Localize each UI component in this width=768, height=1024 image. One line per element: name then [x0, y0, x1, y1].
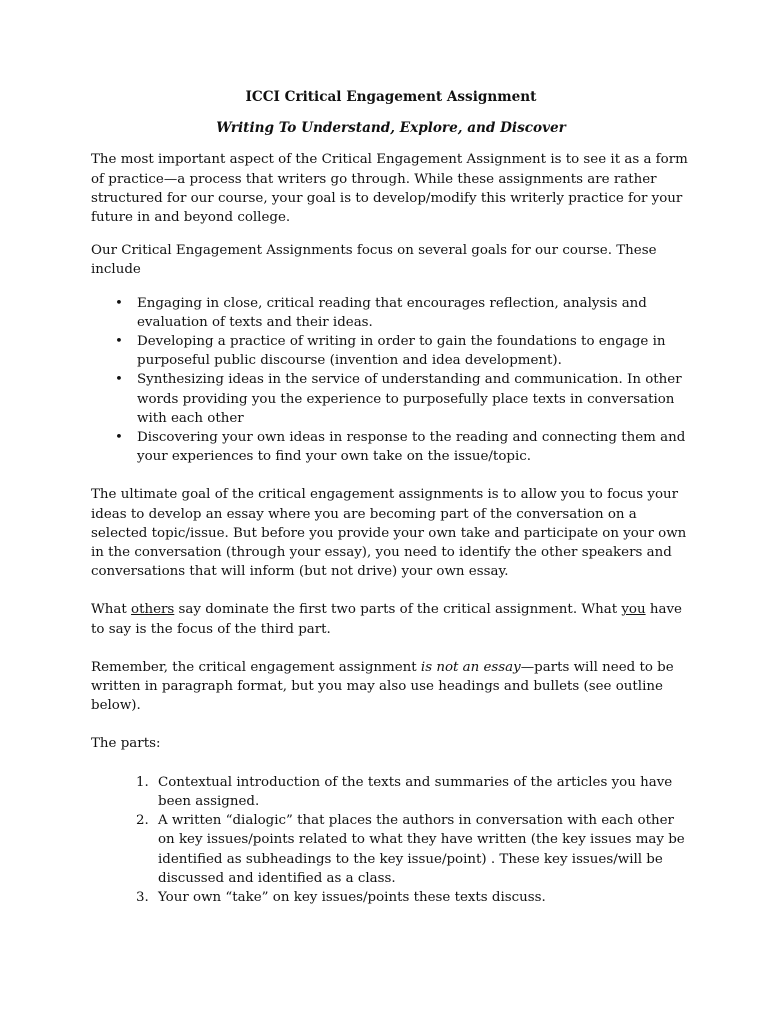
part-text: A written “dialogic” that places the authors in conversation with each other on key issues/points related to what they have written (the key issues may be identified as subheadings to the key issue/point) . These key issues/will be discussed and identified as a class. [158, 813, 685, 886]
remember-text-2: —parts will need to be written in paragraph format, but you may also use headings and bullets (see outline below). [91, 659, 674, 714]
you-underlined: you [621, 602, 646, 618]
remember-text-1: Remember, the critical engagement assignment [91, 659, 421, 675]
parts-heading: The parts: [91, 736, 161, 752]
part-number: 2. [136, 813, 149, 829]
bullet-icon: • [115, 430, 123, 446]
intro-paragraph: The most important aspect of the Critical Engagement Assignment is to see it as a form of practice—a process that writers go through. While these assignments are rather structured for our course, your goal is to develop/modify this writerly practice for your future in and beyond college. [91, 152, 688, 226]
goal-text: Synthesizing ideas in the service of understanding and communication. In other words providing you the experience to purposefully place texts in conversation with each other [137, 372, 682, 426]
bullet-icon: • [115, 295, 123, 311]
remember-italic: is not an essay [420, 659, 521, 675]
list-item [91, 888, 691, 907]
list-item [91, 811, 691, 888]
others-paragraph [91, 600, 691, 638]
part-number: 1. [136, 774, 149, 790]
document-page [91, 88, 691, 907]
goal-text: Developing a practice of writing in order to gain the foundations to engage in purposeful public discourse (invention and idea development). [137, 334, 666, 369]
others-text-3: have to say is the focus of the third part. [91, 602, 682, 637]
bullet-icon: • [115, 372, 123, 388]
list-item [91, 370, 691, 428]
others-text-2: say dominate the first two parts of the critical assignment. What [174, 602, 622, 618]
goals-intro-paragraph: Our Critical Engagement Assignments focus on several goals for our course. These include [91, 243, 657, 278]
list-item [91, 294, 691, 332]
list-item [91, 773, 691, 811]
document-subtitle: Writing To Understand, Explore, and Discover [216, 120, 566, 137]
ultimate-goal-paragraph: The ultimate goal of the critical engagement assignments is to allow you to focus your ideas to develop an essay where you are becoming part of the conversation on a selected topic/issue. But before you provide your own take and participate on your own in the conversation (through your essay), you need to identify the other speakers and conversations that will inform (but not drive) your own essay. [91, 487, 687, 580]
remember-paragraph [91, 658, 691, 716]
goal-text: Discovering your own ideas in response to the reading and connecting them and your experiences to find your own take on the issue/topic. [137, 430, 686, 465]
goal-text: Engaging in close, critical reading that encourages reflection, analysis and evaluation of texts and their ideas. [137, 295, 647, 330]
document-title: ICCI Critical Engagement Assignment [245, 89, 537, 105]
part-number: 3. [136, 889, 149, 905]
list-item [91, 428, 691, 466]
others-underlined: others [131, 602, 175, 618]
bullet-icon: • [115, 334, 123, 350]
part-text: Your own “take” on key issues/points these texts discuss. [158, 889, 546, 905]
parts-list [91, 773, 691, 907]
goals-list [91, 294, 691, 467]
others-text-1: What [91, 602, 132, 618]
list-item [91, 332, 691, 370]
part-text: Contextual introduction of the texts and summaries of the articles you have been assigned. [158, 774, 673, 809]
